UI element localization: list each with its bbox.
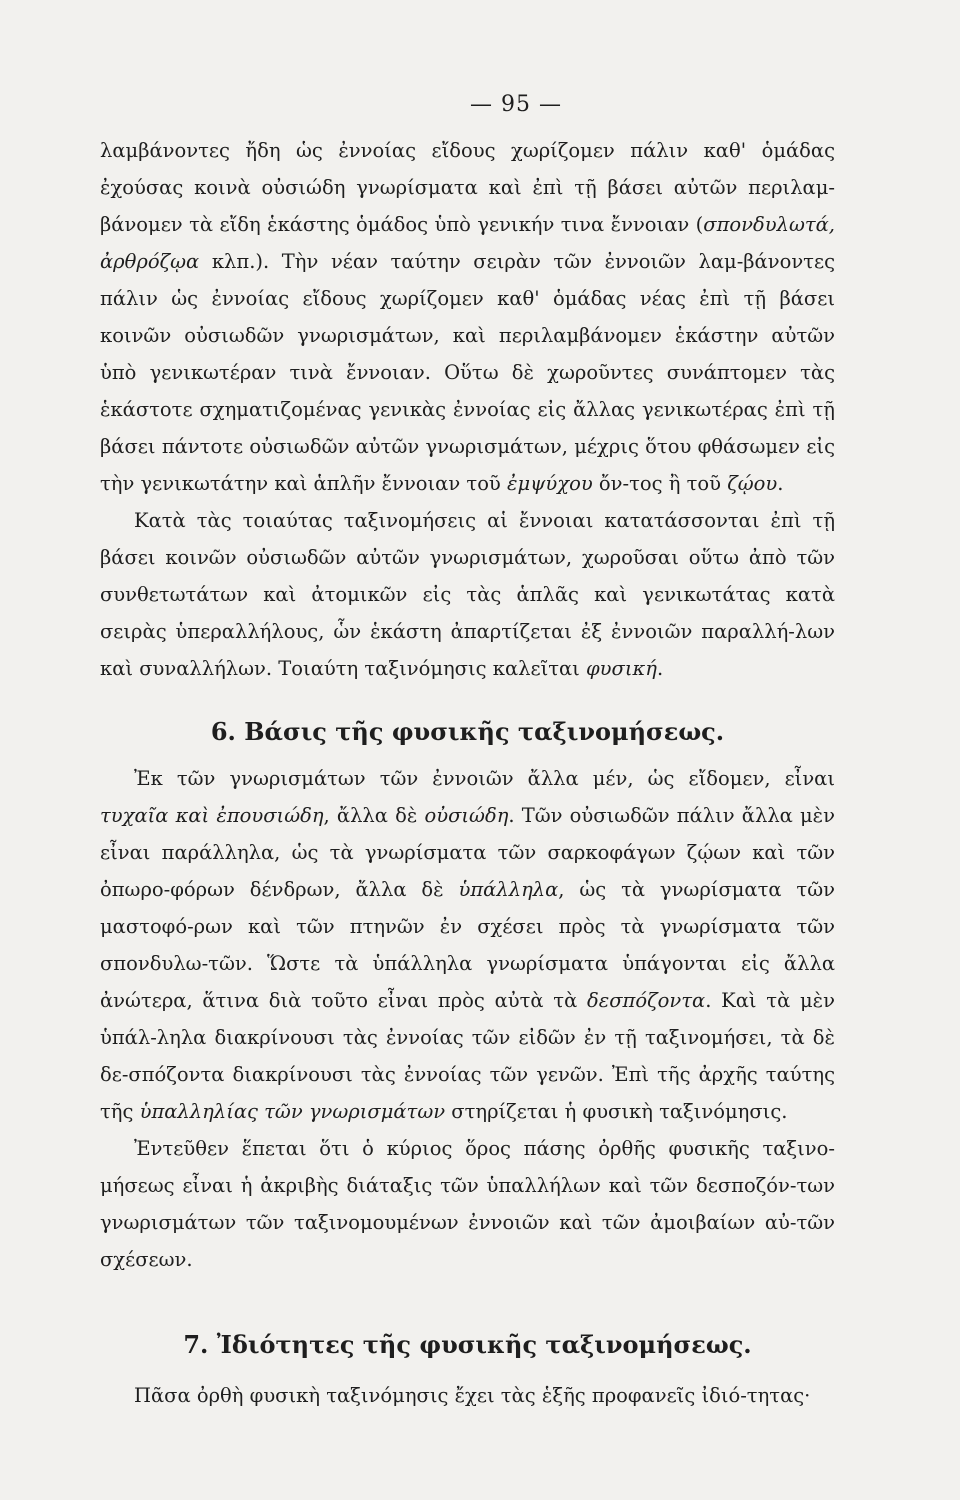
paragraph-1: [100, 132, 835, 502]
text-run: .: [656, 657, 664, 680]
italic-term: ὑπάλληλα: [458, 878, 559, 901]
paragraph-4: Ἐντεῦθεν ἕπεται ὅτι ὁ κύριος ὅρος πάσης ὀρθῆς φυσικῆς ταξινο-μήσεως εἶναι ἡ ἀκριβὴς διάταξις τῶν ὑπαλλήλων καὶ τῶν δεσποζόν-των γνωρισμάτων τῶν ταξινομουμένων ἐννοιῶν καὶ τῶν ἀμοιβαίων αὐ-τῶν σχέσεων.: [100, 1137, 835, 1271]
text-run: . Τῶν οὐσιωδῶν πάλιν ἄλλα μὲν εἶναι παράλληλα, ὡς τὰ γνωρίσματα τῶν σαρκοφάγων ζῴων καὶ τῶν ὀπωρο-φόρων δένδρων, ἄλλα δὲ: [100, 804, 835, 901]
body-text: [100, 132, 835, 1414]
text-run: , ὡς τὰ γνωρίσματα τῶν μαστοφό-ρων καὶ τῶν πτηνῶν ἐν σχέσει πρὸς τὰ γνωρίσματα τῶν σπονδυλω-τῶν. Ὥστε τὰ ὑπάλληλα γνωρίσματα ὑπάγονται εἰς ἄλλα ἀνώτερα, ἅτινα διὰ τοῦτο εἶναι πρὸς αὐτὰ τὰ: [100, 878, 835, 1012]
paragraph-2: [100, 502, 835, 687]
section-heading-6: 6. Βάσις τῆς φυσικῆς ταξινομήσεως.: [210, 717, 725, 746]
text-run: κλπ.). Τὴν νέαν ταύτην σειρὰν τῶν ἐννοιῶν λαμ-βάνοντες πάλιν ὡς ἐννοίας εἴδους χωρίζομεν καθ' ὁμάδας νέας ἐπὶ τῇ βάσει κοινῶν οὐσιωδῶν γνωρισμάτων, καὶ περιλαμβάνομεν ἑκάστην αὐτῶν ὑπὸ γενικωτέραν τινὰ ἔννοιαν. Οὕτω δὲ χωροῦντες συνάπτομεν τὰς ἑκάστοτε σχηματιζομένας γενικὰς ἐννοίας εἰς ἄλλας γενικωτέρας ἐπὶ τῇ βάσει πάντοτε οὐσιωδῶν αὐτῶν γνωρισμάτων, μέχρις ὅτου φθάσωμεν εἰς τὴν γενικωτάτην καὶ ἁπλῆν ἔννοιαν τοῦ: [100, 250, 835, 495]
text-run: , ἄλλα δὲ: [323, 804, 425, 827]
italic-term: τυχαῖα καὶ ἐπουσιώδη: [100, 804, 324, 827]
section-heading-7: 7. Ἰδιότητες τῆς φυσικῆς ταξινομήσεως.: [183, 1330, 752, 1359]
text-run: Κατὰ τὰς τοιαύτας ταξινομήσεις αἱ ἔννοιαι κατατάσσονται ἐπὶ τῇ βάσει κοινῶν οὐσιωδῶν αὐτῶν γνωρισμάτων, χωροῦσαι οὕτω ἀπὸ τῶν συνθετωτάτων καὶ ἀτομικῶν εἰς τὰς ἁπλᾶς καὶ γενικωτάτας κατὰ σειρὰς ὑπεραλλήλους, ὧν ἑκάστη ἀπαρτίζεται ἐξ ἐννοιῶν παραλλή-λων καὶ συναλλήλων. Τοιαύτη ταξινόμησις καλεῖται: [100, 509, 835, 680]
paragraph-5: Πᾶσα ὀρθὴ φυσικὴ ταξινόμησις ἔχει τὰς ἑξῆς προφανεῖς ἰδιό-τητας·: [134, 1384, 811, 1407]
text-run: ὄν-τος ἢ τοῦ: [592, 472, 728, 495]
text-run: . Καὶ τὰ μὲν ὑπάλ-ληλα διακρίνουσι τὰς ἐννοίας τῶν εἰδῶν ἐν τῇ ταξινομήσει, τὰ δὲ δε-σπόζοντα διακρίνουσι τὰς ἐννοίας τῶν γενῶν. Ἐπὶ τῆς ἀρχῆς ταύτης τῆς: [100, 989, 835, 1123]
italic-term: σπονδυλωτά, ἀρθρόζῳα: [100, 213, 835, 273]
italic-term: φυσική: [586, 657, 657, 680]
italic-term: ἐμψύχου: [507, 472, 593, 495]
italic-term: ὑπαλληλίας τῶν γνωρισμάτων: [139, 1100, 446, 1123]
italic-term: ζῴου: [727, 472, 778, 495]
italic-term: δεσπόζοντα: [587, 989, 706, 1012]
text-run: στηρίζεται ἡ φυσικὴ ταξινόμησις.: [445, 1100, 788, 1123]
italic-term: οὐσιώδη: [424, 804, 509, 827]
text-run: .: [777, 472, 784, 495]
text-run: λαμβάνοντες ἤδη ὡς ἐννοίας εἴδους χωρίζομεν πάλιν καθ' ὁμάδας ἐχούσας κοινὰ οὐσιώδη γνωρίσματα καὶ ἐπὶ τῇ βάσει αὐτῶν περιλαμ-βάνομεν τὰ εἴδη ἑκάστης ὁμάδος ὑπὸ γενικήν τινα ἔννοιαν (: [100, 139, 835, 236]
paragraph-3: [100, 760, 835, 1130]
page-number: — 95 —: [470, 92, 562, 117]
text-run: Ἐκ τῶν γνωρισμάτων τῶν ἐννοιῶν ἄλλα μέν, ὡς εἴδομεν, εἶναι: [134, 767, 835, 790]
